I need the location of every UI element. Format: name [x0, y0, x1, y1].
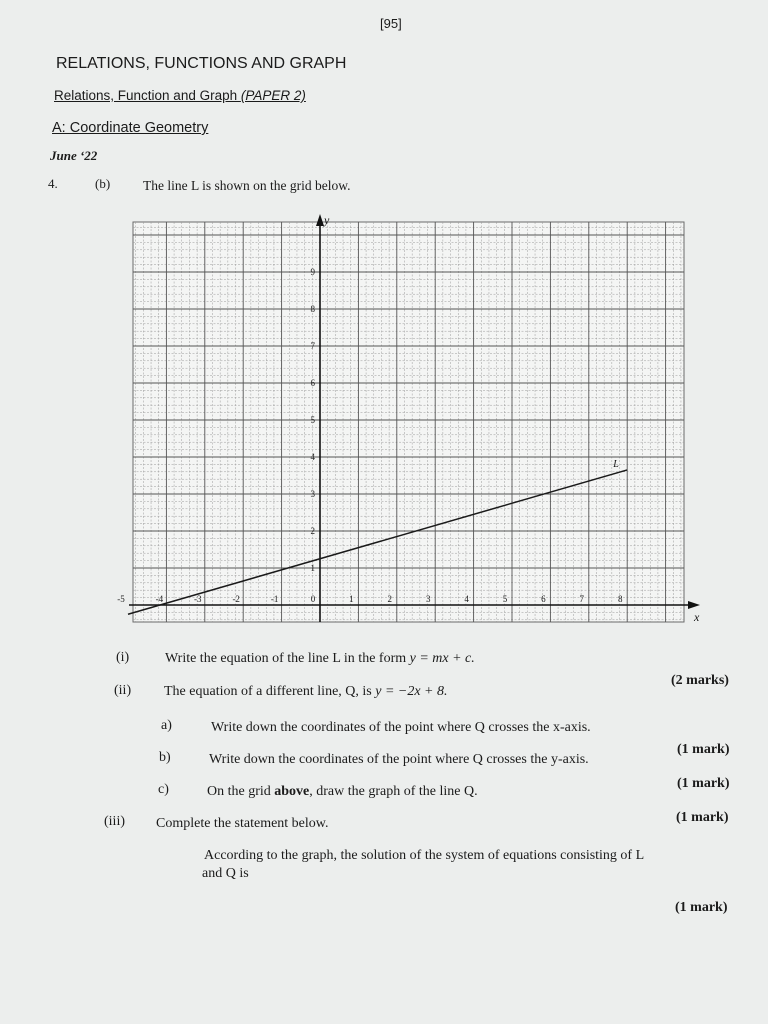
- item-c-marks: (1 mark): [676, 810, 729, 825]
- page-number: [95]: [380, 16, 402, 31]
- page-heading: RELATIONS, FUNCTIONS AND GRAPH: [56, 55, 347, 72]
- x-tick-label: -2: [232, 594, 240, 604]
- x-tick-label: 5: [502, 594, 508, 604]
- y-tick-label: 5: [310, 415, 315, 425]
- y-tick-label: 1: [310, 563, 315, 573]
- y-tick-label: 6: [310, 378, 315, 388]
- item-c-text-pre: On the grid: [207, 784, 275, 799]
- y-tick-label: 9: [310, 267, 315, 277]
- x-tick-label: 6: [541, 594, 546, 604]
- grid-minor-lines: [133, 222, 684, 622]
- item-i-formula: y = mx + c.: [409, 651, 475, 666]
- item-ii-text: [164, 684, 448, 700]
- y-tick-label: 4: [310, 452, 315, 462]
- section-title: A: Coordinate Geometry: [52, 120, 209, 136]
- item-i-question: Write the equation of the line L in the form: [165, 651, 407, 666]
- y-tick-label: 8: [310, 304, 315, 314]
- item-a-marks: (1 mark): [677, 742, 730, 757]
- item-b-text: Write down the coordinates of the point where Q crosses the y-axis.: [209, 752, 589, 767]
- item-ii-question: The equation of a different line, Q, is: [164, 684, 372, 699]
- item-iii-text: Complete the statement below.: [156, 816, 329, 831]
- x-tick-label: 2: [387, 594, 393, 604]
- statement-marks: (1 mark): [675, 900, 728, 915]
- x-axis-arrow: [688, 601, 700, 609]
- x-tick-label: 4: [464, 594, 469, 604]
- y-tick-label: 7: [310, 341, 315, 351]
- item-b-marks: (1 mark): [677, 776, 730, 791]
- item-i-marks: (2 marks): [671, 673, 729, 688]
- statement-line1: According to the graph, the solution of the system of equations consisting of L: [204, 848, 645, 863]
- item-c-text-post: , draw the graph of the line Q.: [309, 784, 478, 799]
- item-i-label: (i): [116, 650, 130, 665]
- y-tick-label: 3: [310, 489, 315, 499]
- item-c-text: [207, 784, 478, 800]
- y-axis-arrow: [316, 214, 324, 226]
- y-axis-label: y: [324, 213, 330, 227]
- item-iii-label: (iii): [104, 814, 125, 829]
- x-tick-label: -5: [117, 594, 125, 604]
- item-c-text-bold: above: [274, 784, 310, 799]
- item-a-label: a): [161, 718, 172, 733]
- statement-line2: and Q is: [202, 866, 249, 881]
- item-i-text: [165, 651, 475, 667]
- exam-date: June ‘22: [50, 148, 98, 163]
- question-part: (b): [95, 176, 111, 191]
- line-label-L: L: [613, 458, 619, 470]
- x-tick-label: -3: [194, 594, 202, 604]
- subheading-paper: (PAPER 2): [240, 88, 306, 103]
- x-tick-label: 1: [349, 594, 354, 604]
- question-intro: The line L is shown on the grid below.: [143, 178, 351, 193]
- x-axis-label: x: [694, 610, 700, 624]
- x-tick-label: -4: [155, 594, 164, 604]
- subheading-main: Relations, Function and Graph: [54, 88, 241, 103]
- grid-border: [133, 222, 684, 622]
- item-c-label: c): [158, 782, 169, 797]
- question-number: 4.: [48, 176, 58, 191]
- x-tick-label: 0: [310, 594, 316, 604]
- x-tick-label: -1: [270, 594, 279, 604]
- x-tick-label: 8: [617, 594, 623, 604]
- item-b-label: b): [159, 750, 171, 765]
- y-tick-label: 2: [310, 526, 315, 536]
- item-ii-label: (ii): [114, 683, 132, 698]
- item-a-text: Write down the coordinates of the point where Q crosses the x-axis.: [211, 720, 591, 735]
- x-tick-label: 3: [425, 594, 431, 604]
- item-ii-formula: y = −2x + 8.: [375, 684, 448, 699]
- x-tick-label: 7: [579, 594, 585, 604]
